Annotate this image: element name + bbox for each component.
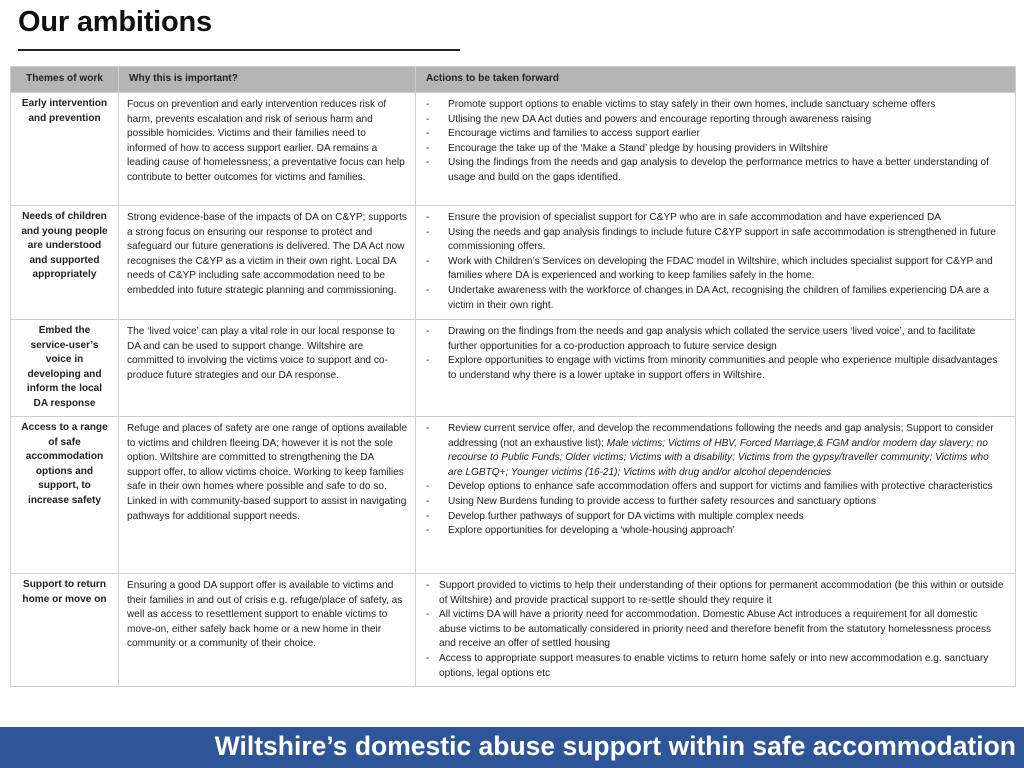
actions-cell <box>416 206 1016 320</box>
actions-list <box>426 325 1005 383</box>
action-item: - Develop options to enhance safe accommodation offers and support for victims and families with protective characteristics <box>426 480 1005 495</box>
header-why: Why this is important? <box>119 67 416 93</box>
action-item: - Using the findings from the needs and gap analysis to develop the performance metrics to have a better understanding of usage and build on the gaps identified. <box>426 156 1005 185</box>
actions-list <box>426 98 1005 186</box>
page-title: Our ambitions <box>18 6 212 38</box>
action-item: - Using the needs and gap analysis findings to include future C&YP support in safe accommodation is strengthened in future commissioning offers. <box>426 226 1005 255</box>
action-item: - Explore opportunities to engage with victims from minority communities and people who experience multiple disadvantages to understand why there is a lower uptake in support offers in Wiltshire. <box>426 354 1005 383</box>
action-item: - Ensure the provision of specialist support for C&YP who are in safe accommodation and have experienced DA <box>426 211 1005 226</box>
theme-cell: Access to a range of safe accommodation options and support, to increase safety <box>11 417 119 574</box>
action-item <box>426 422 1005 480</box>
theme-cell: Early intervention and prevention <box>11 93 119 206</box>
header-actions: Actions to be taken forward <box>416 67 1016 93</box>
action-item: - Encourage victims and families to access support earlier <box>426 127 1005 142</box>
why-cell: Ensuring a good DA support offer is available to victims and their families in and out of crisis e.g. refuge/place of safety, as well as access to resettlement support to enable victims to move-on, either safely back home or a new home in their community or a community of their choice. <box>119 574 416 687</box>
ambitions-table <box>10 66 1016 687</box>
theme-cell: Embed the service-user’s voice in developing and inform the local DA response <box>11 320 119 417</box>
action-item: - Access to appropriate support measures to enable victims to return home safely or into new accommodation e.g. sanctuary options, legal options etc <box>426 652 1005 681</box>
action-item: - Explore opportunities for developing a ‘whole-housing approach’ <box>426 524 1005 539</box>
actions-cell <box>416 93 1016 206</box>
actions-list <box>426 211 1005 313</box>
footer-title: Wiltshire’s domestic abuse support within safe accommodation <box>214 731 1016 761</box>
action-item: - Utlising the new DA Act duties and powers and encourage reporting through awareness raising <box>426 113 1005 128</box>
action-item: - Using New Burdens funding to provide access to further safety resources and sanctuary options <box>426 495 1005 510</box>
action-item: - Undertake awareness with the workforce of changes in DA Act, recognising the children of families experiencing DA are a victim in their own right. <box>426 284 1005 313</box>
action-item: - Promote support options to enable victims to stay safely in their own homes, include sanctuary scheme offers <box>426 98 1005 113</box>
actions-cell <box>416 320 1016 417</box>
action-item: - Encourage the take up of the ‘Make a Stand’ pledge by housing providers in Wiltshire <box>426 142 1005 157</box>
table-row <box>11 574 1016 687</box>
action-item: - Work with Children’s Services on developing the FDAC model in Wiltshire, which includes specialist support for C&YP and families where DA is experienced and working to keep families safely in the home. <box>426 255 1005 284</box>
theme-cell: Support to return home or move on <box>11 574 119 687</box>
action-item: - Support provided to victims to help their understanding of their options for permanent accommodation (be this within or outside of Wiltshire) and provide practical support to re-settle should they require it <box>426 579 1005 608</box>
actions-cell <box>416 417 1016 574</box>
action-text: Review current service offer, and develop the recommendations following the needs and gap analysis; Support to consider addressing (not an exhaustive list); <box>448 423 994 449</box>
footer-banner <box>0 727 1024 768</box>
table-row <box>11 206 1016 320</box>
actions-list <box>426 579 1005 681</box>
actions-cell <box>416 574 1016 687</box>
table-row <box>11 417 1016 574</box>
action-item: - Develop further pathways of support for DA victims with multiple complex needs <box>426 510 1005 525</box>
action-item: - All victims DA will have a priority need for accommodation. Domestic Abuse Act introduces a requirement for all domestic abuse victims to be automatically considered in priority need and therefore benefit from the statutory homelessness process and receive an offer of settled housing <box>426 608 1005 652</box>
title-underline <box>18 49 460 51</box>
why-cell: The ‘lived voice’ can play a vital role in our local response to DA and can be used to support change. Wiltshire are committed to involving the victims voice to support and co-produce future strategies and our DA response. <box>119 320 416 417</box>
actions-list <box>426 422 1005 539</box>
table-row <box>11 93 1016 206</box>
table-row <box>11 320 1016 417</box>
table-header-row <box>11 67 1016 93</box>
why-cell: Refuge and places of safety are one range of options available to victims and children fleeing DA; however it is not the sole option. Wiltshire are committed to strengthening the DA support offer, to allow victims choice. Working to keep families safe in their own homes where possible and safe to do so. Linked in with community-based support to assist in navigating pathways for additional support needs. <box>119 417 416 574</box>
theme-cell: Needs of children and young people are understood and supported appropriately <box>11 206 119 320</box>
why-cell: Strong evidence-base of the impacts of DA on C&YP; supports a strong focus on ensuring our response to protect and safeguard our future generations is delivered. The DA Act now recognises the C&YP as a victim in their own right. Local DA needs of C&YP including safe accommodation need to be embedded into future strategic planning and commissioning. <box>119 206 416 320</box>
action-italic-text: Male victims; Victims of HBV, Forced Marriage,& FGM and/or modern day slavery; no recourse to Public Funds; Older victims; Victims with a disability; Victims from the gypsy/traveller community; Victims who are LGBTQ+; Younger victims (16-21); Victims with drug and/or alcohol dependencies <box>448 437 989 478</box>
header-themes: Themes of work <box>11 67 119 93</box>
action-item: - Drawing on the findings from the needs and gap analysis which collated the service users ‘lived voice’, and to facilitate further opportunities for a co-production approach to future service design <box>426 325 1005 354</box>
why-cell: Focus on prevention and early intervention reduces risk of harm, prevents escalation and risk of serious harm and possible homicides. Victims and their families need to informed of how to access support earlier. DA remains a leading cause of homelessness; a preventative focus can help contribute to better outcomes for victims and families. <box>119 93 416 206</box>
